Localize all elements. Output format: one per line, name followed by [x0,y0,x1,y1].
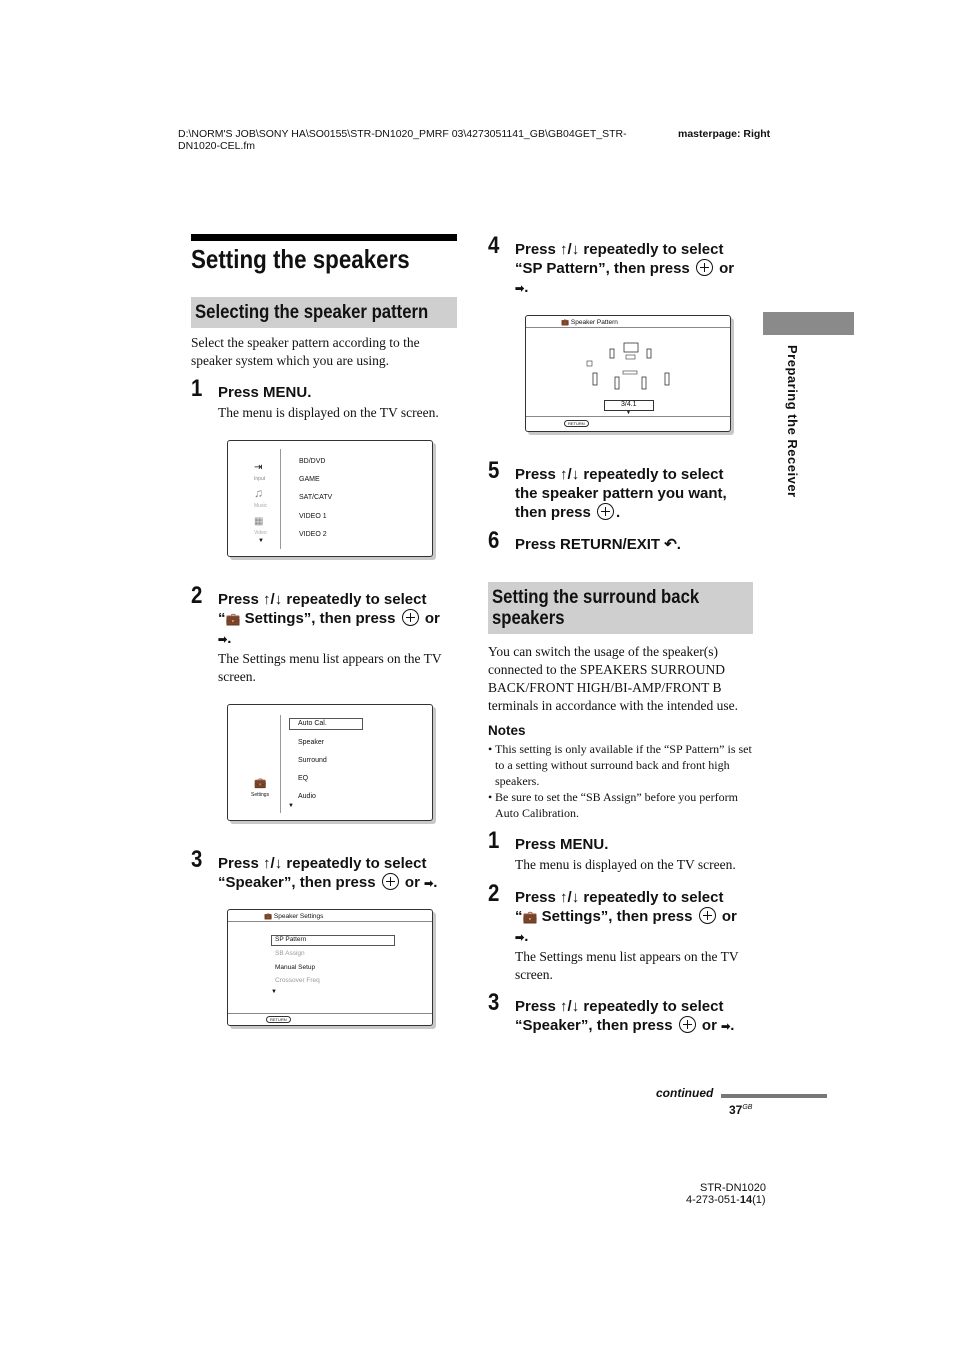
side-tab-label: Preparing the Receiver [785,345,800,498]
file-path-line1: D:\NORM'S JOB\SONY HA\SO0155\STR-DN1020_PMRF 03\4273051141_GB\GB04GET_STR- [178,128,627,140]
step-number: 4 [488,232,500,259]
model-number: STR-DN1020 [700,1182,767,1194]
right-arrow-icon: ➡ [515,283,525,295]
divider [526,327,730,328]
step-instruction: Press ↑/↓ repeatedly to select “SP Pattern”, then press or ➡. [515,241,735,296]
icon-label: Settings [251,792,270,798]
menu-item: EQ [298,775,309,782]
icon-label: Music [254,503,268,509]
step-number: 5 [488,457,500,484]
right-arrow-icon: ➡ [721,1021,731,1033]
return-icon: ↶ [664,536,677,553]
document-code: 4-273-051-14(1) [686,1194,766,1206]
side-tab-bar [763,312,854,335]
scroll-down-icon: ▼ [626,410,631,416]
toolbox-icon: 💼 [264,913,273,920]
enter-button-icon [679,1016,696,1033]
section-title-line1: Setting the surround back [492,587,700,608]
menu-item: VIDEO 1 [299,513,327,520]
updown-arrows-icon: ↑/↓ [560,998,580,1015]
note-item: • Be sure to set the “SB Assign” before you perform Auto Calibration. [488,790,738,820]
scroll-down-icon: ▼ [271,989,277,995]
settings-toolbox-icon: 💼 [522,910,538,924]
menu-item: SB Assign [275,950,305,957]
menu-item: VIDEO 2 [299,531,327,538]
screen-title: 💼 Speaker Settings [264,913,324,920]
enter-button-icon [382,873,399,890]
tv-screen-speaker-pattern [525,315,731,432]
intro-text: You can switch the usage of the speaker(s) connected to the SPEAKERS SURROUND BACK/FRONT HIGH/BI-AMP/FRONT B terminals in accordance with the intended use. [488,644,739,713]
return-button-label: RETURN [266,1016,291,1023]
toolbox-icon: 💼 [561,319,570,326]
intro-text: Select the speaker pattern according to the speaker system which you are using. [191,335,420,368]
section-title: Selecting the speaker pattern [195,302,429,323]
step-instruction: Press ↑/↓ repeatedly to select the speaker pattern you want, then press . [515,466,727,521]
right-arrow-icon: ➡ [424,878,434,890]
menu-item: BD/DVD [299,458,326,465]
page-title: Setting the speakers [191,244,410,274]
divider [228,1013,432,1014]
menu-item: Auto Cal. [298,720,327,727]
step-number: 2 [488,880,500,907]
input-icon: ⇥ [254,462,263,473]
masterpage-label: masterpage: Right [678,128,771,140]
step-description: The menu is displayed on the TV screen. [218,405,439,420]
updown-arrows-icon: ↑/↓ [263,591,283,608]
title-rule [191,234,457,241]
menu-item: Crossover Freq [275,977,320,984]
note-item: • This setting is only available if the “SP Pattern” is set to a setting without surround back and front high speakers. [488,742,752,788]
step-number: 1 [488,827,500,854]
right-arrow-icon: ➡ [218,634,228,646]
return-button-label: RETURN [564,420,589,427]
updown-arrows-icon: ↑/↓ [560,241,580,258]
menu-item: Manual Setup [275,964,316,971]
menu-item: Surround [298,757,327,764]
step-instruction: Press ↑/↓ repeatedly to select “💼 Settings”, then press or ➡. [218,591,440,647]
settings-toolbox-icon: 💼 [225,612,241,626]
music-icon: ♫ [254,486,263,500]
file-path-line2: DN1020-CEL.fm [178,140,256,152]
step-description: The menu is displayed on the TV screen. [515,857,736,872]
enter-button-icon [402,609,419,626]
menu-item: Speaker [298,739,325,746]
icon-label: Video [254,530,267,536]
step-instruction: Press RETURN/EXIT ↶. [515,536,681,553]
section-header-surround-back [488,582,753,634]
step-instruction: Press MENU. [218,384,312,401]
enter-button-icon [597,503,614,520]
updown-arrows-icon: ↑/↓ [560,466,580,483]
updown-arrows-icon: ↑/↓ [263,855,283,872]
icon-label: Input [254,476,266,482]
speaker-layout-diagram [581,341,681,396]
screen-title: 💼 Speaker Pattern [561,319,618,326]
menu-item: SP Pattern [275,936,307,943]
menu-item: SAT/CATV [299,494,333,501]
enter-button-icon [696,259,713,276]
step-number: 6 [488,527,500,554]
step-number: 2 [191,582,203,609]
video-icon: ▦ [254,516,264,527]
step-description: The Settings menu list appears on the TV screen. [515,949,739,982]
divider [526,416,730,417]
continued-label: continued [656,1086,714,1100]
menu-item: GAME [299,476,320,483]
menu-item: Audio [298,793,316,800]
divider [280,449,281,549]
pattern-value: 3/4.1 [621,401,637,408]
step-number: 1 [191,375,203,402]
step-description: The Settings menu list appears on the TV screen. [218,651,442,684]
enter-button-icon [699,907,716,924]
step-instruction: Press ↑/↓ repeatedly to select “Speaker”, then press or ➡. [218,855,438,891]
file-path [178,128,627,152]
step-number: 3 [191,846,203,873]
tv-screen-speaker-settings [227,909,433,1026]
tv-screen-menu [227,440,433,557]
step-instruction: Press ↑/↓ repeatedly to select “💼 Settings”, then press or ➡. [515,889,737,945]
divider [228,921,432,922]
step-instruction: Press MENU. [515,836,609,853]
updown-arrows-icon: ↑/↓ [560,889,580,906]
step-number: 3 [488,989,500,1016]
section-title-line2: speakers [492,608,565,629]
scroll-down-icon: ▼ [288,803,294,809]
page-number: $37^{GB}$ [729,1103,753,1117]
right-arrow-icon: ➡ [515,932,525,944]
toolbox-icon: 💼 [254,778,267,789]
section-header-speaker-pattern [191,297,457,328]
notes-heading: Notes [488,723,526,738]
step-instruction: Press ↑/↓ repeatedly to select “Speaker”, then press or ➡. [515,998,735,1034]
divider [280,715,281,813]
tv-screen-settings [227,704,433,821]
scroll-down-icon: ▼ [258,538,264,544]
continued-rule [721,1094,827,1098]
